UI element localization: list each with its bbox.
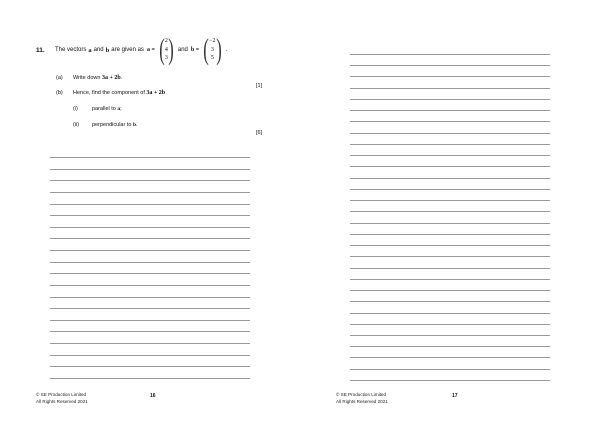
answer-line (50, 204, 250, 205)
answer-line (350, 121, 550, 122)
copyright-line: © SE Production Limited (336, 392, 387, 397)
answer-line (350, 279, 550, 280)
answer-line (50, 180, 250, 181)
answer-line (50, 192, 250, 193)
a-component-1: 2 (164, 38, 168, 45)
answer-line (350, 380, 550, 381)
answer-line (50, 285, 250, 286)
answer-line (350, 301, 550, 302)
part-a-instruction: Write down (73, 75, 101, 81)
part-b-ii-label: (ii) (73, 122, 80, 128)
vector-a-column: ( 2 4 3 ) (159, 33, 174, 66)
b-equals: b = (190, 47, 200, 53)
answer-line (350, 268, 550, 269)
right-page (300, 0, 600, 424)
part-b-ii-text (92, 122, 138, 128)
answer-line (350, 256, 550, 257)
answer-line (350, 144, 550, 145)
answer-line (350, 110, 550, 111)
question-number: 11. (36, 47, 45, 54)
answer-line (350, 290, 550, 291)
part-b-label: (b) (56, 90, 63, 96)
part-b-instruction: Hence, find the component of (73, 90, 145, 96)
part-a-label: (a) (56, 75, 63, 81)
part-b-i-text (92, 106, 122, 112)
vector-b-column: ( −2 3 5 ) (203, 33, 222, 66)
answer-line (50, 355, 250, 356)
answer-line (50, 262, 250, 263)
part-b-marks: [6] (256, 130, 263, 136)
footer-left (36, 392, 88, 405)
vector-b-symbol: b (105, 46, 110, 54)
answer-line (350, 335, 550, 336)
b-component-3: 5 (210, 55, 214, 62)
answer-line (350, 76, 550, 77)
a-component-2: 4 (164, 46, 168, 53)
answer-line (50, 297, 250, 298)
answer-line (350, 200, 550, 201)
answer-line (50, 331, 250, 332)
part-a-end: . (120, 75, 123, 81)
answer-line (350, 178, 550, 179)
part-b-i-end: ; (120, 106, 122, 112)
answer-line (350, 133, 550, 134)
b-component-1: −2 (209, 38, 216, 45)
a-component-3: 3 (164, 55, 168, 62)
part-b-ii-vector: b (132, 122, 137, 128)
answer-line (350, 324, 550, 325)
part-a-marks: [1] (256, 83, 263, 89)
answer-line (350, 245, 550, 246)
part-a-text (73, 75, 122, 81)
stem-end: . (225, 47, 228, 53)
part-b-text (73, 90, 165, 96)
answer-line (350, 54, 550, 55)
stem-text-1: The vectors (55, 47, 87, 53)
rights-line: All Rights Reserved 2021 (36, 398, 88, 404)
answer-line (350, 189, 550, 190)
part-b-i-label: (i) (73, 106, 78, 112)
answer-line (350, 313, 550, 314)
answer-line (350, 357, 550, 358)
vector-a-symbol: a (88, 46, 92, 54)
part-b-ii-instruction: perpendicular to (92, 122, 132, 128)
answer-line (350, 346, 550, 347)
page-number-right: 17 (452, 393, 458, 399)
part-b-i-vector: a (117, 106, 121, 112)
copyright-line: © SE Production Limited (36, 392, 87, 397)
b-component-2: 3 (210, 46, 214, 53)
stem-and-2: and (177, 47, 188, 53)
answer-line (50, 215, 250, 216)
part-b-expression: 3a + 2b (146, 90, 166, 96)
rights-line: All Rights Reserved 2021 (336, 398, 388, 404)
answer-line (50, 227, 250, 228)
answer-line (50, 320, 250, 321)
answer-line (50, 308, 250, 309)
answer-line (50, 343, 250, 344)
stem-text-2: are given as (111, 47, 144, 53)
part-b-i-instruction: parallel to (92, 106, 116, 112)
answer-line (350, 234, 550, 235)
part-a-expression: 3a + 2b (101, 75, 121, 81)
question-stem (55, 33, 228, 66)
answer-line (350, 211, 550, 212)
answer-line (50, 238, 250, 239)
answer-line (50, 157, 250, 158)
answer-line (350, 88, 550, 89)
answer-line (50, 250, 250, 251)
answer-line (350, 223, 550, 224)
answer-line (350, 155, 550, 156)
page-number-left: 16 (150, 393, 156, 399)
stem-and: and (93, 47, 104, 53)
answer-line (350, 369, 550, 370)
answer-line (50, 378, 250, 379)
a-equals: a = (146, 47, 155, 53)
part-b-ii-end: . (136, 122, 138, 128)
answer-line (350, 99, 550, 100)
answer-line (350, 166, 550, 167)
answer-line (50, 273, 250, 274)
answer-line (50, 169, 250, 170)
footer-right (336, 392, 388, 405)
answer-line (50, 366, 250, 367)
answer-line (350, 65, 550, 66)
